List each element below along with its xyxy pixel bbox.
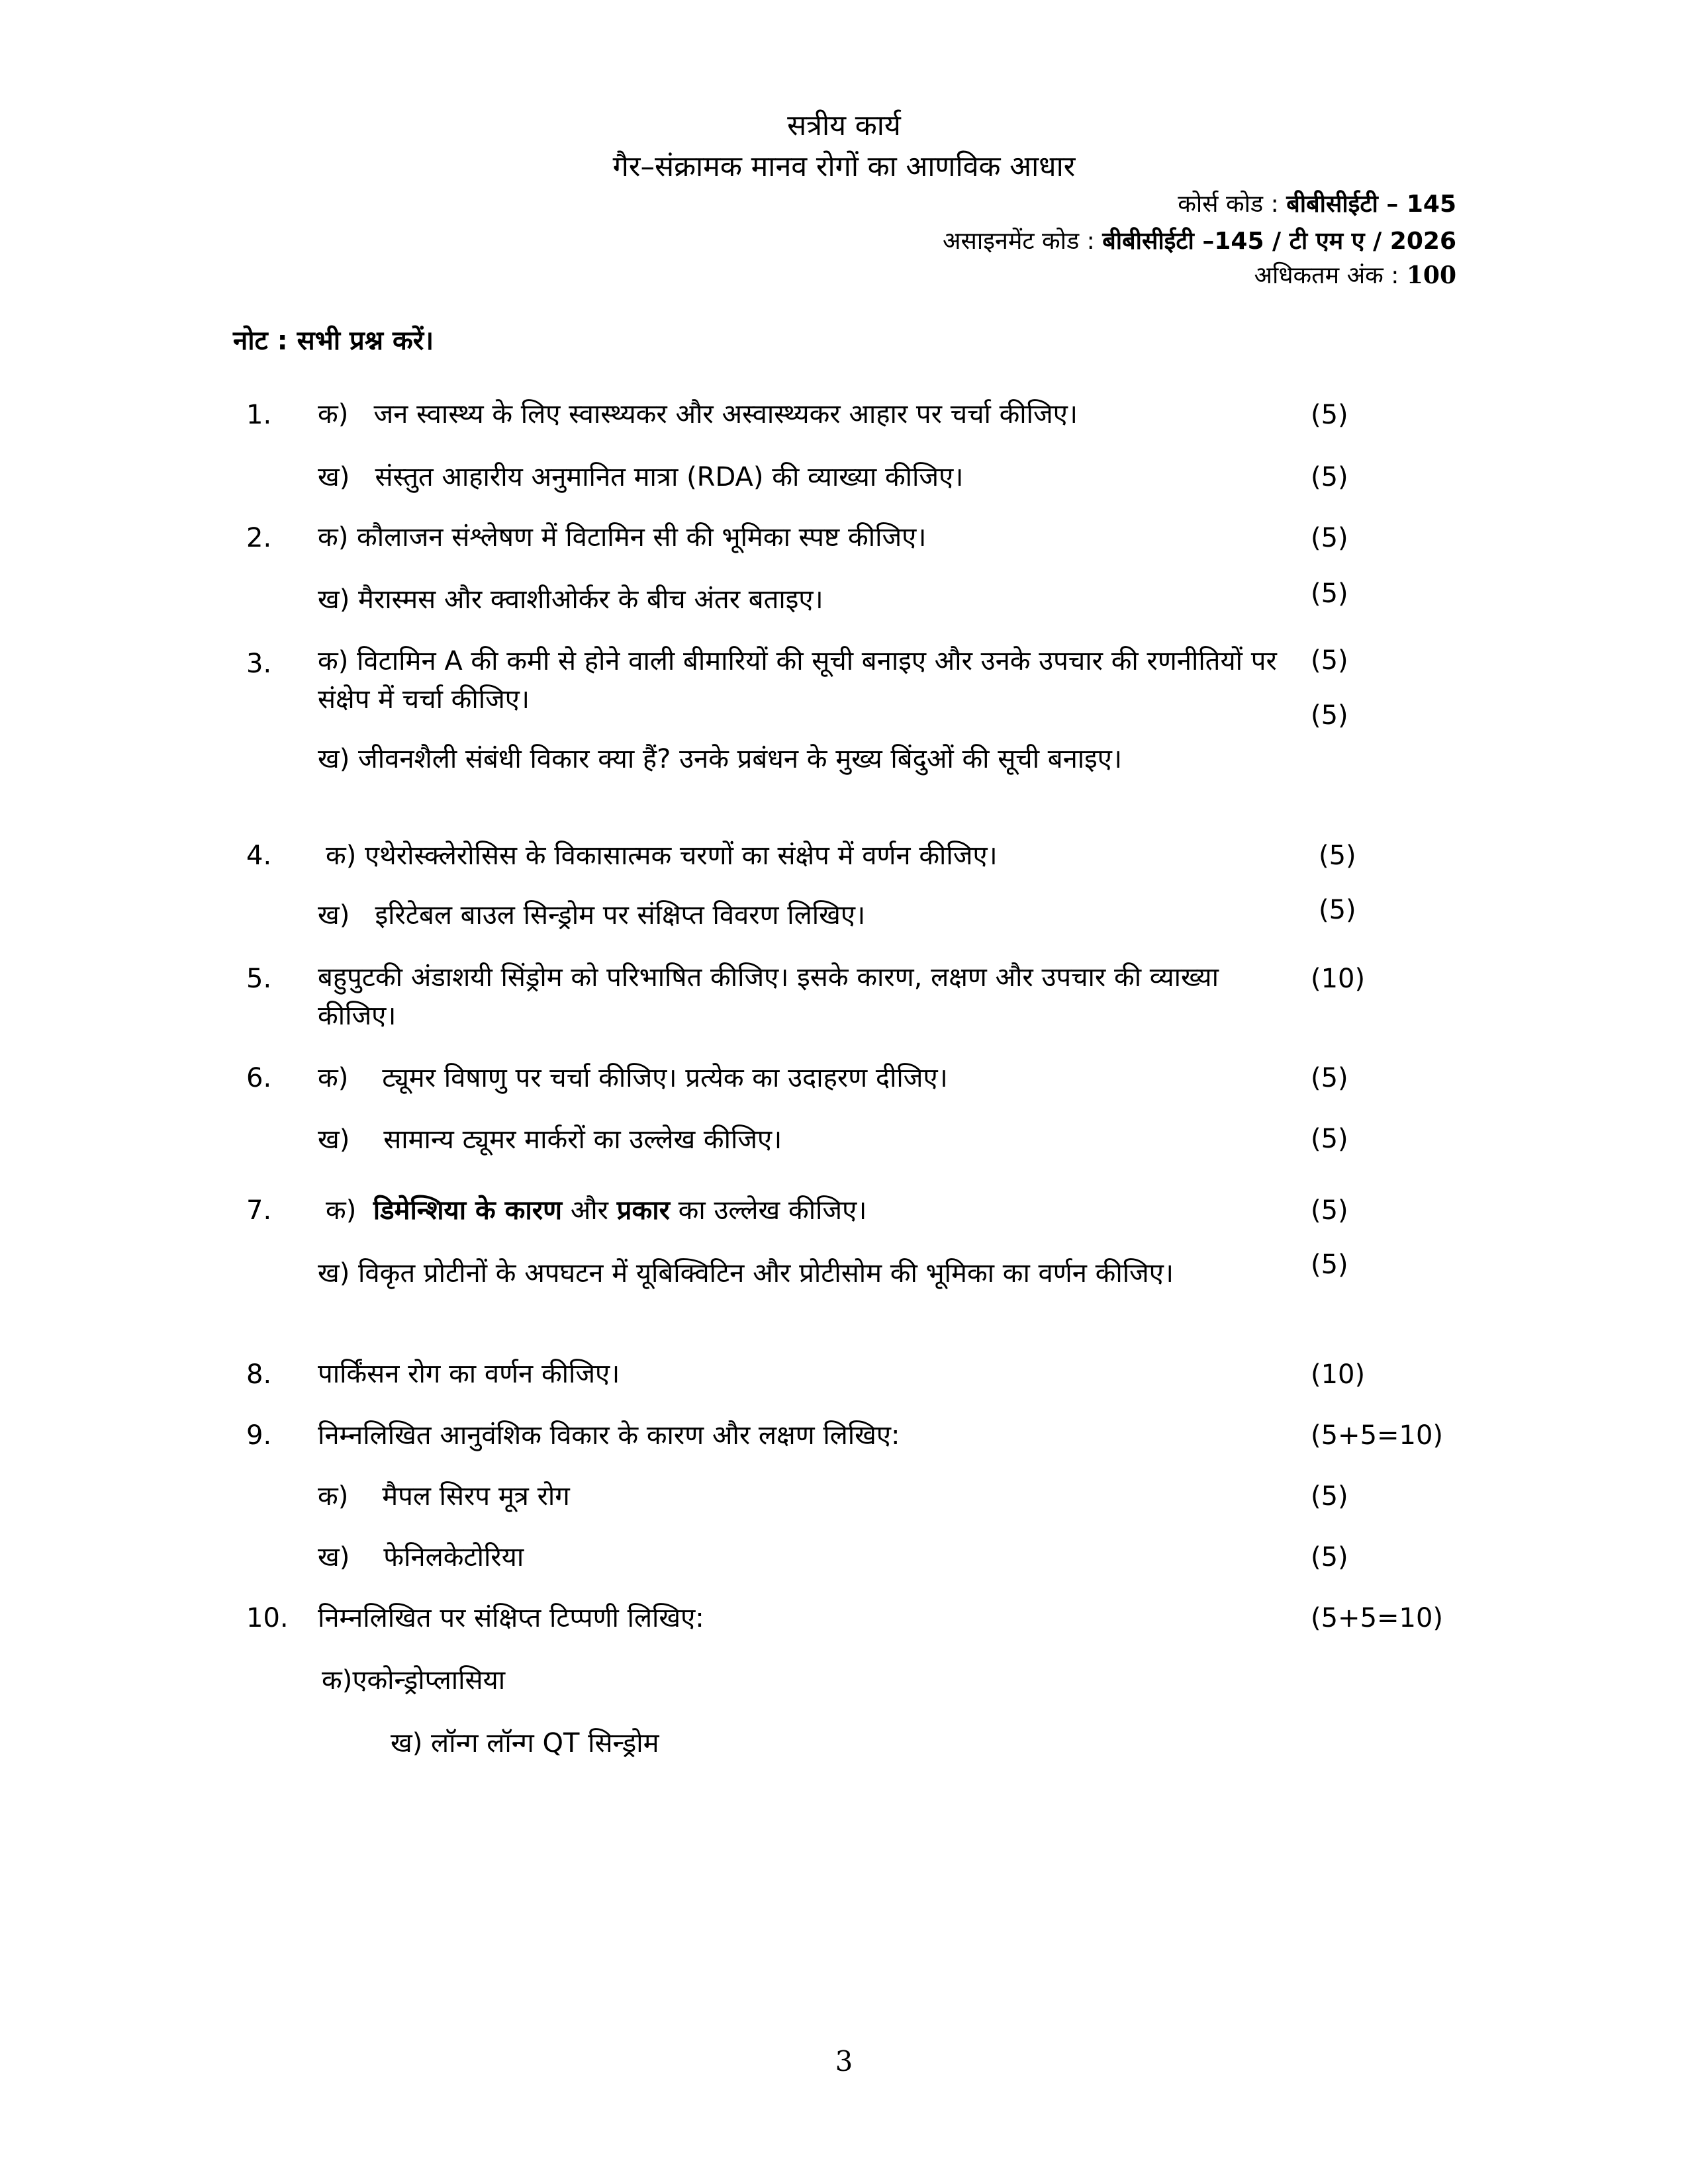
marks: (5) xyxy=(1319,895,1356,925)
question-2a: क) कौलाजन संश्लेषण में विटामिन सी की भूमिका स्पष्ट कीजिए। xyxy=(318,522,927,553)
marks: (5) xyxy=(1311,700,1348,731)
part-label: ख) xyxy=(318,900,350,931)
assignment-code-label: असाइनमेंट कोड : xyxy=(943,228,1095,255)
course-code xyxy=(1178,187,1456,219)
question-10a: क)एकोन्ड्रोप्लासिया xyxy=(322,1665,506,1696)
question-4b xyxy=(318,896,1284,934)
question-number: 5. xyxy=(246,964,272,994)
question-1b xyxy=(318,458,1284,496)
marks: (5) xyxy=(1311,578,1348,609)
max-marks-value: 100 xyxy=(1406,261,1456,289)
instruction-note: नोट : सभी प्रश्न करें। xyxy=(233,326,434,356)
question-9: निम्नलिखित आनुवंशिक विकार के कारण और लक्षण लिखिए: xyxy=(318,1420,900,1451)
marks: (5) xyxy=(1311,1250,1348,1280)
marks: (5) xyxy=(1311,1063,1348,1093)
question-3b: ख) जीवनशैली संबंधी विकार क्या हैं? उनके प्रबंधन के मुख्य बिंदुओं की सूची बनाइए। xyxy=(318,744,1123,774)
part-label: क) xyxy=(318,1063,349,1093)
course-code-value: बीबीसीईटी – 145 xyxy=(1286,191,1456,218)
marks: (5) xyxy=(1311,1481,1348,1512)
question-9b xyxy=(318,1538,1284,1576)
question-6b xyxy=(318,1120,1284,1159)
part-text: मैपल सिरप मूत्र रोग xyxy=(382,1481,570,1512)
part-text: सामान्य ट्यूमर मार्करों का उल्लेख कीजिए। xyxy=(383,1124,782,1155)
question-6a xyxy=(318,1059,1284,1097)
question-number: 4. xyxy=(246,841,272,871)
question-7a xyxy=(326,1191,1292,1230)
page-subtitle: गैर–संक्रामक मानव रोगों का आणविक आधार xyxy=(612,150,1076,183)
emphasis-causes: डिमेन्शिया के कारण xyxy=(373,1195,563,1226)
marks: (5+5=10) xyxy=(1311,1603,1444,1633)
part-text: संस्तुत आहारीय अनुमानित मात्रा (RDA) की व्याख्या कीजिए। xyxy=(375,462,964,492)
assignment-code xyxy=(943,224,1456,256)
question-8: पार्किंसन रोग का वर्णन कीजिए। xyxy=(318,1359,620,1389)
marks: (10) xyxy=(1311,1359,1366,1390)
part-label: क) xyxy=(318,1481,349,1512)
part-label: क) xyxy=(326,1195,357,1226)
assignment-code-value: बीबीसीईटी –145 / टी एम ए / 2026 xyxy=(1102,228,1456,255)
emphasis-types: प्रकार xyxy=(616,1195,670,1226)
page-number: 3 xyxy=(835,2045,853,2077)
max-marks-label: अधिकतम अंक : xyxy=(1254,262,1399,289)
marks: (5) xyxy=(1311,645,1348,676)
question-number: 3. xyxy=(246,649,272,679)
question-number: 10. xyxy=(246,1603,289,1633)
question-number: 6. xyxy=(246,1063,272,1093)
marks: (5) xyxy=(1311,400,1348,430)
question-number: 7. xyxy=(246,1195,272,1226)
question-number: 2. xyxy=(246,523,272,553)
question-7b: ख) विकृत प्रोटीनों के अपघटन में यूबिक्विटिन और प्रोटीसोम की भूमिका का वर्णन कीजिए। xyxy=(318,1258,1174,1289)
question-10b: ख) लॉन्ग लॉन्ग QT सिन्ड्रोम xyxy=(391,1728,659,1758)
marks: (5) xyxy=(1319,841,1356,871)
max-marks xyxy=(1254,258,1456,291)
part-text: और xyxy=(570,1195,609,1226)
part-label: ख) xyxy=(318,1542,350,1572)
question-4a: क) एथेरोस्क्लेरोसिस के विकासात्मक चरणों का संक्षेप में वर्णन कीजिए। xyxy=(326,841,998,871)
marks: (5) xyxy=(1311,462,1348,492)
part-label: ख) xyxy=(318,1124,350,1155)
question-9a xyxy=(318,1477,1284,1516)
marks: (5) xyxy=(1311,1542,1348,1572)
marks: (5) xyxy=(1311,1195,1348,1226)
marks: (5) xyxy=(1311,1124,1348,1154)
question-2b: ख) मैरास्मस और क्वाशीओर्कर के बीच अंतर बताइए। xyxy=(318,584,823,615)
course-code-label: कोर्स कोड : xyxy=(1178,191,1279,218)
question-10: निम्नलिखित पर संक्षिप्त टिप्पणी लिखिए: xyxy=(318,1603,704,1633)
question-number: 8. xyxy=(246,1359,272,1390)
question-5: बहुपुटकी अंडाशयी सिंड्रोम को परिभाषित कीजिए। इसके कारण, लक्षण और उपचार की व्याख्या कीजिए। xyxy=(318,962,1219,1031)
part-label: क) xyxy=(318,399,349,430)
part-text: जन स्वास्थ्य के लिए स्वास्थ्यकर और अस्वास्थ्यकर आहार पर चर्चा कीजिए। xyxy=(373,399,1078,430)
part-text: इरिटेबल बाउल सिन्ड्रोम पर संक्षिप्त विवरण लिखिए। xyxy=(375,900,866,931)
part-text: का उल्लेख कीजिए। xyxy=(678,1195,867,1226)
question-3a: क) विटामिन A की कमी से होने वाली बीमारियों की सूची बनाइए और उनके उपचार की रणनीतियों पर संक्षेप में चर्चा कीजिए। xyxy=(318,646,1277,715)
question-1a xyxy=(318,395,1284,433)
page-title: सत्रीय कार्य xyxy=(787,109,901,142)
marks: (5+5=10) xyxy=(1311,1420,1444,1451)
question-number: 1. xyxy=(246,400,272,430)
question-number: 9. xyxy=(246,1420,272,1451)
marks: (10) xyxy=(1311,964,1366,994)
part-text: फेनिलकेटोरिया xyxy=(383,1542,524,1572)
marks: (5) xyxy=(1311,523,1348,553)
part-text: ट्यूमर विषाणु पर चर्चा कीजिए। प्रत्येक का उदाहरण दीजिए। xyxy=(382,1063,948,1093)
part-label: ख) xyxy=(318,462,350,492)
